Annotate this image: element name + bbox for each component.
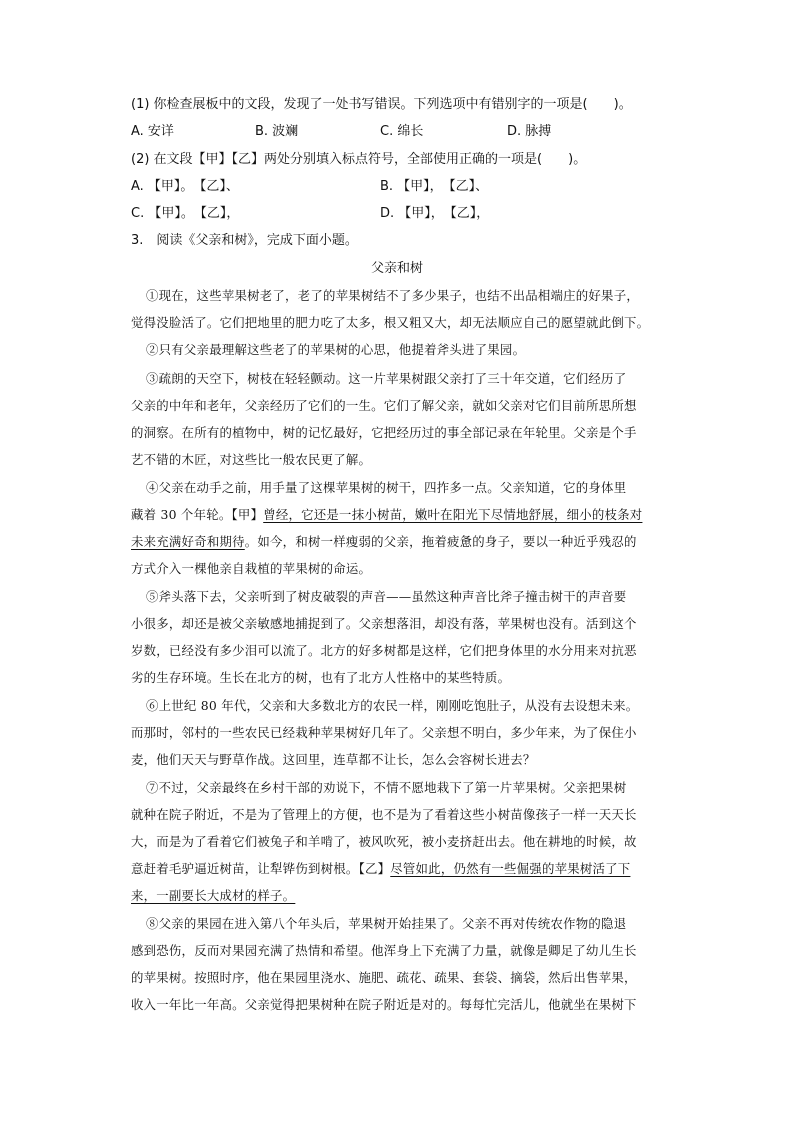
article-line: 艺不错的木匠，对这些比一般农民更了解。 xyxy=(131,452,372,467)
article-line: 小很多，却还是被父亲敏感地捕捉到了。父亲想落泪，却没有落，苹果树也没有。活到这个 xyxy=(131,616,637,631)
article-line xyxy=(131,887,295,905)
question-2-option-c: C. 【甲】。 【乙】， xyxy=(131,206,240,221)
article-line: 觉得没脸活了。它们把地里的肥力吃了太多，根又粗又大，却无法顺应自己的愿望就此倒下。 xyxy=(131,315,650,330)
article-line: ①现在，这些苹果树老了，老了的苹果树结不了多少果子，也结不出品相端庄的好果子， xyxy=(146,288,639,303)
article-line: 的洞察。在所有的植物中，树的记忆最好，它把经历过的事全部记录在年轮里。父亲是个手 xyxy=(131,425,637,440)
question-1-option-c: C. 绵长 xyxy=(380,124,424,139)
article-line: ⑥上世纪 80 年代，父亲和大多数北方的农民一样，刚刚吃饱肚子，从没有去设想未来。 xyxy=(146,698,639,713)
underlined-passage-jia: 曾经，它还是一抹小树苗，嫩叶在阳光下尽情地舒展，细小的枝条对 xyxy=(263,507,643,522)
article-line: 收入一年比一年高。父亲觉得把果树种在院子附近是对的。每每忙完活儿，他就坐在果树下 xyxy=(131,997,637,1012)
article-line: 父亲的中年和老年，父亲经历了它们的一生。它们了解父亲，就如父亲对它们目前所思所想 xyxy=(131,398,637,413)
article-line: 的苹果树。按照时序，他在果园里浇水、施肥、疏花、疏果、套袋、摘袋，然后出售苹果， xyxy=(131,970,637,985)
article-line: 方式介入一棵他亲自栽植的苹果树的命运。 xyxy=(131,561,372,576)
underlined-passage-yi-end: 来，一副要长大成材的样子。 xyxy=(131,888,296,903)
article-line: 而那时，邻村的一些农民已经栽种苹果树好几年了。父亲想不明白，多少年来，为了保住小 xyxy=(131,725,637,740)
article-line: 岁数，已经没有多少泪可以流了。北方的好多树都是这样，它们把身体里的水分用来对抗恶 xyxy=(131,643,637,658)
question-3-stem: 3. 阅读《父亲和树》，完成下面小题。 xyxy=(131,233,358,248)
question-1-option-a: A. 安详 xyxy=(131,124,174,139)
article-line xyxy=(131,860,630,878)
article-title: 父亲和树 xyxy=(370,261,423,276)
article-line: ④父亲在动手之前，用手量了这棵苹果树的树干，四拃多一点。父亲知道，它的身体里 xyxy=(146,480,627,495)
question-2-option-b: B. 【甲】， 【乙】、 xyxy=(380,179,489,194)
article-line: ③疏朗的天空下，树枝在轻轻颤动。这一片苹果树跟父亲打了三十年交道，它们经历了 xyxy=(146,371,627,386)
article-line xyxy=(131,533,637,551)
article-line: 麦，他们天天与野草作战。这回里，连草都不让长，怎么会容树长进去？ xyxy=(131,752,536,767)
article-line: 就种在院子附近，不是为了管理上的方便，也不是为了看着这些小树苗像孩子一样一天天长 xyxy=(131,807,637,822)
question-1-stem: (1) 你检查展板中的文段，发现了一处书写错误。下列选项中有错别字的一项是( )。 xyxy=(131,97,632,112)
article-line: ②只有父亲最理解这些老了的苹果树的心思，他提着斧头进了果园。 xyxy=(146,342,526,357)
article-line xyxy=(131,506,642,524)
article-marker-yi: 意赶着毛驴逼近树苗，让犁铧伤到树根。【乙】 xyxy=(131,861,391,876)
question-1-option-b: B. 波斓 xyxy=(255,124,299,139)
article-line: 劣的生存环境。生长在北方的树，也有了北方人性格中的某些特质。 xyxy=(131,670,511,685)
question-1-option-d: D. 脉搏 xyxy=(507,124,552,139)
article-line: ⑤斧头落下去，父亲听到了树皮破裂的声音——虽然这种声音比斧子撞击树干的声音要 xyxy=(146,589,627,604)
question-2-stem: (2) 在文段【甲】【乙】两处分别填入标点符号，全部使用正确的一项是( )。 xyxy=(131,152,587,167)
article-marker-jia: 藏着 30 个年轮。【甲】 xyxy=(131,507,264,522)
underlined-passage-yi: 尽管如此，仍然有一些倔强的苹果树活了下 xyxy=(390,861,631,876)
underlined-passage-jia-end: 未来充满好奇和期待 xyxy=(131,534,245,549)
question-2-option-d: D. 【甲】， 【乙】， xyxy=(380,206,490,221)
question-2-option-a: A. 【甲】。 【乙】、 xyxy=(131,179,239,194)
article-line: ⑧父亲的果园在进入第八个年头后，苹果树开始挂果了。父亲不再对传统农作物的隐退 xyxy=(146,916,627,931)
article-line: ⑦不过，父亲最终在乡村干部的劝说下，不情不愿地栽下了第一片苹果树。父亲把果树 xyxy=(146,780,627,795)
article-line: 大，而是为了看着它们被兔子和羊啃了，被风吹死，被小麦挤赶出去。他在耕地的时候，故 xyxy=(131,834,637,849)
article-line-rest: 。如今，和树一样瘦弱的父亲，拖着疲惫的身子，要以一种近乎残忍的 xyxy=(244,534,637,549)
article-line: 感到恐伤，反而对果园充满了热情和希望。他浑身上下充满了力量，就像是卿足了幼儿生长 xyxy=(131,943,637,958)
